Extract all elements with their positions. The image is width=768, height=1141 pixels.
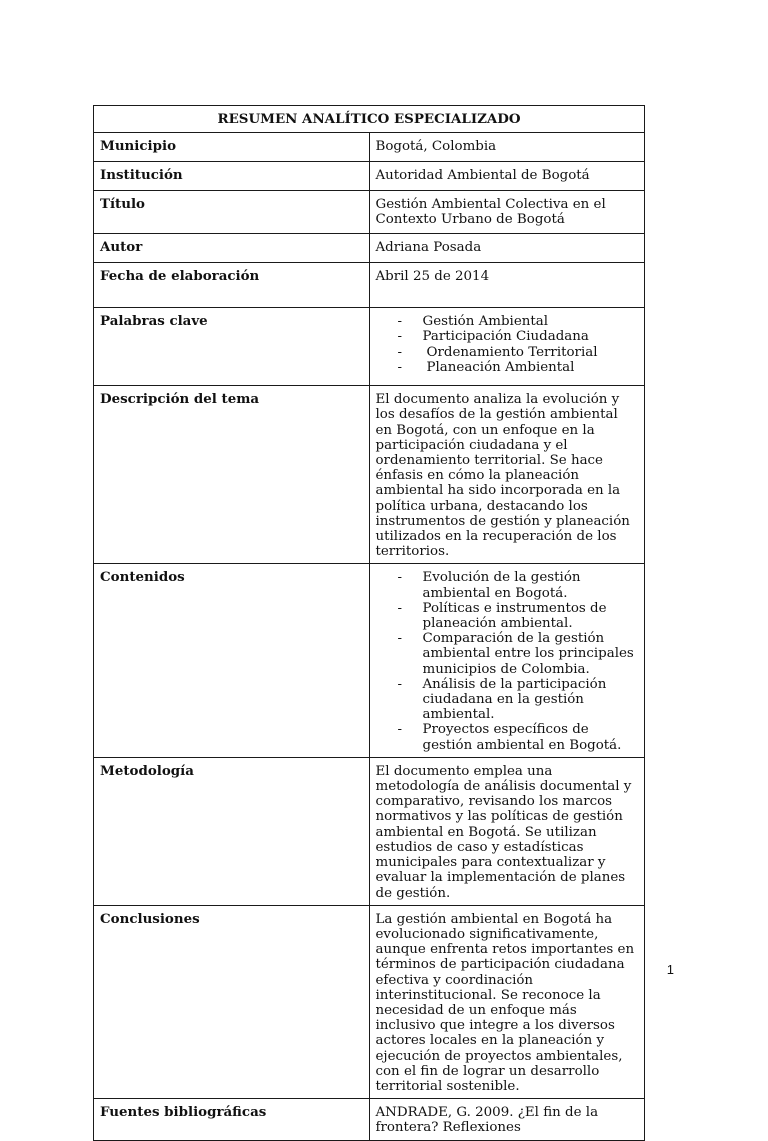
value-fecha: Abril 25 de 2014	[369, 263, 645, 308]
contents-item: - Evolución de la gestión ambiental en Bogotá.	[376, 570, 639, 600]
value-palabras-clave	[369, 308, 645, 386]
summary-table	[93, 105, 645, 1141]
contents-item: - Proyectos específicos de gestión ambiental en Bogotá.	[376, 722, 639, 752]
row-institucion	[94, 162, 645, 191]
value-autor: Adriana Posada	[369, 234, 645, 263]
label-titulo: Título	[94, 191, 370, 234]
value-titulo: Gestión Ambiental Colectiva en el Contexto Urbano de Bogotá	[369, 191, 645, 234]
contents-list	[376, 570, 639, 752]
row-contenidos	[94, 564, 645, 757]
row-descripcion	[94, 386, 645, 564]
label-descripcion: Descripción del tema	[94, 386, 370, 564]
keyword-item: - Planeación Ambiental	[376, 360, 639, 375]
title-row	[94, 106, 645, 133]
label-fuentes: Fuentes bibliográficas	[94, 1099, 370, 1140]
value-fuentes: ANDRADE, G. 2009. ¿El fin de la frontera? Reflexiones	[369, 1099, 645, 1140]
contents-item: - Análisis de la participación ciudadana en la gestión ambiental.	[376, 677, 639, 723]
keyword-item: - Gestión Ambiental	[376, 314, 639, 329]
keyword-item: - Participación Ciudadana	[376, 329, 639, 344]
row-palabras-clave	[94, 308, 645, 386]
row-fuentes	[94, 1099, 645, 1140]
row-metodologia	[94, 757, 645, 905]
value-descripcion: El documento analiza la evolución y los desafíos de la gestión ambiental en Bogotá, con un enfoque en la participación ciudadana y el ordenamiento territorial. Se hace énfasis en cómo la planeación ambiental ha sido incorporada en la política urbana, destacando los instrumentos de gestión y planeación utilizados en la recuperación de los territorios.	[369, 386, 645, 564]
page-number: 1	[666, 962, 674, 977]
keyword-item: - Ordenamiento Territorial	[376, 345, 639, 360]
label-palabras-clave: Palabras clave	[94, 308, 370, 386]
contents-item: - Políticas e instrumentos de planeación ambiental.	[376, 601, 639, 631]
row-autor	[94, 234, 645, 263]
label-contenidos: Contenidos	[94, 564, 370, 757]
keyword-list	[376, 314, 639, 375]
row-municipio	[94, 133, 645, 162]
contents-item: - Comparación de la gestión ambiental entre los principales municipios de Colombia.	[376, 631, 639, 677]
value-municipio: Bogotá, Colombia	[369, 133, 645, 162]
value-conclusiones: La gestión ambiental en Bogotá ha evolucionado significativamente, aunque enfrenta retos importantes en términos de participación ciudadana efectiva y coordinación interinstitucional. Se reconoce la necesidad de un enfoque más inclusivo que integre a los diversos actores locales en la planeación y ejecución de proyectos ambientales, con el fin de lograr un desarrollo territorial sostenible.	[369, 905, 645, 1098]
row-titulo	[94, 191, 645, 234]
row-fecha	[94, 263, 645, 308]
label-fecha: Fecha de elaboración	[94, 263, 370, 308]
document-title: RESUMEN ANALÍTICO ESPECIALIZADO	[94, 106, 645, 133]
value-institucion: Autoridad Ambiental de Bogotá	[369, 162, 645, 191]
label-metodologia: Metodología	[94, 757, 370, 905]
value-contenidos	[369, 564, 645, 757]
label-institucion: Institución	[94, 162, 370, 191]
row-conclusiones	[94, 905, 645, 1098]
label-autor: Autor	[94, 234, 370, 263]
label-municipio: Municipio	[94, 133, 370, 162]
value-metodologia: El documento emplea una metodología de análisis documental y comparativo, revisando los marcos normativos y las políticas de gestión ambiental en Bogotá. Se utilizan estudios de caso y estadísticas municipales para contextualizar y evaluar la implementación de planes de gestión.	[369, 757, 645, 905]
label-conclusiones: Conclusiones	[94, 905, 370, 1098]
